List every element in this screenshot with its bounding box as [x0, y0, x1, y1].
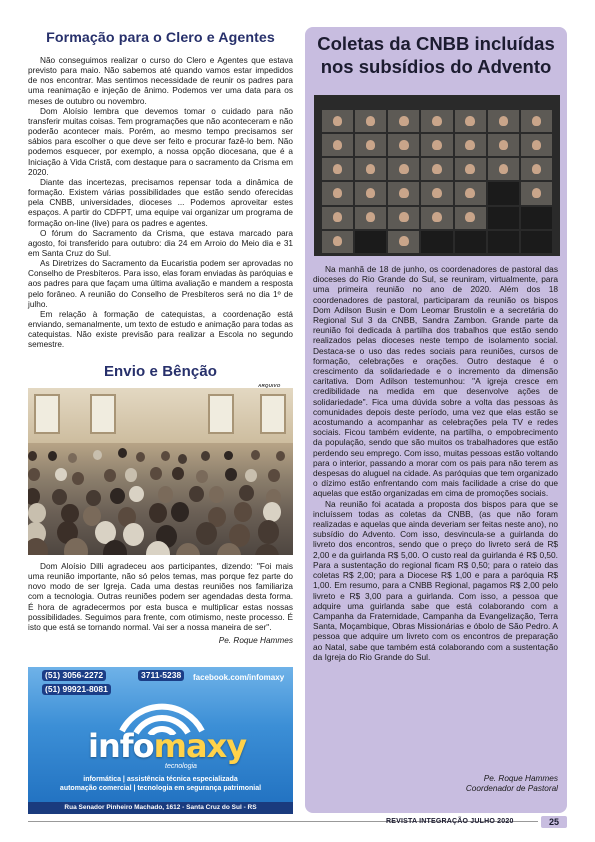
audience-member [68, 453, 77, 463]
audience-member [255, 544, 279, 555]
photo-credit: ARQUIVO [258, 383, 281, 388]
paragraph: Diante das incertezas, precisamos repensar toda a dinâmica de formação. Existem várias possibilidades que estão sendo oferecidas pela CNBB, universidades, dioceses ... Podemos aproveitar estes espaços. A partir do CDFPT, uma equipe vai organizar um programa de formação on-line (live) para os padres e agentes. [28, 177, 293, 228]
infomaxy-advertisement [28, 667, 293, 814]
audience-member [55, 468, 67, 481]
audience-member [161, 451, 170, 461]
ad-phone: (51) 3056-2272 [42, 670, 106, 681]
audience-member [125, 468, 137, 481]
audience-member [93, 450, 102, 460]
ad-address: Rua Senador Pinheiro Machado, 1612 - Santa Cruz do Sul - RS [28, 802, 293, 814]
article-title: Coletas da CNBB incluídas nos subsídios do Advento [317, 33, 555, 77]
audience-member [234, 502, 252, 522]
audience-member [239, 485, 254, 502]
audience-member [263, 502, 281, 522]
signature-name: Pe. Roque Hammes [483, 774, 558, 783]
audience-member [86, 490, 101, 507]
ad-phone: 3711-5238 [138, 670, 184, 681]
paragraph: Na reunião foi acatada a proposta dos bispos para que se incluíssem todas as coletas da CNBB, (as que não foram realizadas e aquelas que ainda deveriam ser feitas neste ano), no subsídio do Advento. Com isso, desvincula-se a guirlanda do livreto dos encontros, sendo que o preço do livreto será de R$ 2,00 e da guirlanda R$ 5,00. O custo real da guirlanda é R$ 0,50. Para a sustentação do regional ficam R$ 0,50; para o rateio das coletas R$ 2,00; para a Diocese R$ 1,00 e para a paróquia R$ 1,00. Em resumo, para a CNBB Regional, pagamos R$ 2,00 pelo livreto e R$ 3,00 para a guirlanda. Com isso, a pessoa que adquire uma guirlanda sabe que está colaborando com a Campanha da Fraternidade, Campanha da Evangelização, Terra Santa, Moçambique, Obras Missionárias e óbolo de São Pedro. A pessoa que adquire um livreto com os encontros de preparação ao Natal, sabe que também está colaborando com a sustentação da Igreja do Rio Grande do Sul. [313, 498, 558, 662]
audience-member [129, 486, 144, 503]
audience-member [268, 469, 280, 482]
audience-member [158, 486, 173, 503]
audience-member [196, 522, 217, 545]
audience-member [176, 543, 200, 555]
article-signature [313, 774, 558, 794]
paragraph: O fórum do Sacramento da Crisma, que estava marcado para agosto, foi transferido para outubro: dia 24 em Arroio do Meio dia e 31 em Santa Cruz do Sul. [28, 228, 293, 258]
audience-member [171, 502, 189, 522]
section-title-formacao: Formação para o Clero e Agentes [46, 30, 275, 46]
audience-member [189, 486, 204, 503]
page-number: 25 [541, 816, 567, 828]
audience-member [258, 520, 279, 543]
audience-member [28, 468, 40, 481]
audience-member [52, 489, 67, 506]
audience-member [201, 451, 210, 461]
audience-member [209, 486, 224, 503]
photo-video-conference [314, 95, 560, 256]
audience-member [225, 468, 237, 481]
article-body [313, 264, 558, 662]
audience-member [28, 451, 37, 461]
footer-magazine: REVISTA INTEGRAÇÃO JULHO 2020 [386, 818, 514, 825]
audience-member [224, 451, 233, 461]
formacao-body [28, 56, 293, 351]
section-title-envio: Envio e Bênção [103, 363, 218, 380]
audience-member [276, 451, 285, 461]
paragraph: Na manhã de 18 de junho, os coordenadores de pastoral das dioceses do Rio Grande do Sul, se reuniram, virtualmente, para uma primeira reunião no ano de 2020. Além dos 18 coordenadores de pastoral, participaram da reunião os bispos Dom Adilson Busin e Dom Leomar Brustolin e a secretária do Regional Sul 3 da CNBB, Sandra Zambon. Grande parte da reunião foi dedicada à partilha dos trabalhos que estão sendo realizados pelas dioceses neste tempo de isolamento social. Destaca-se o uso das redes sociais para reuniões, cursos de formação, celebrações e orações. Outro destaque é o crescimento da solidariedade e o incremento da dimensão caritativa. Dom Adilson testemunhou: "A igreja cresce em credibilidade na medida em que desenvolve ações de solidariedade". Fica uma dúvida sobre a volta das pessoas às comunidades depois deste período, uma vez que elas estão se acostumando a acompanhar as celebrações pela TV e redes sociais. Ficou também evidente, na partilha, o empobrecimento da população, sendo que são muitos os trabalhadores que estão perdendo seu emprego. Com isso, muitas pessoas estão voltando para o interior, passando a morar com os pais para não terem as despesas do aluguel na cidade. As paróquias que tem organizado o dízimo estão enfrentando com mais facilidade a crise do que aquelas que estão organizadas em cima de promoções sociais. [313, 264, 558, 499]
ad-brand-sub: tecnologia [165, 763, 197, 770]
ad-brand: infomaxy [88, 727, 247, 765]
audience-member [72, 472, 84, 485]
audience-member [196, 470, 208, 483]
audience-member [48, 451, 57, 461]
audience-member [123, 523, 144, 546]
ad-services: informática | assistência técnica especializada automação comercial | tecnologia em segurança patrimonial [59, 776, 262, 792]
paragraph: As Diretrizes do Sacramento da Eucaristia podem ser aprovadas no Conselho de Presbíteros. Para isso, elas foram enviadas às paróquias e aos padres para que façam uma última avaliação e mandem a resposta pelo forâneo. A reunião do Conselho de Presbíteros será no dia 1º de julho. [28, 259, 293, 309]
audience-member [28, 503, 46, 523]
signature-role: Coordenador de Pastoral [465, 784, 558, 794]
envio-signature: Pe. Roque Hammes [218, 636, 293, 646]
paragraph: Não conseguimos realizar o curso do Clero e Agentes que estava previsto para maio. Não sabemos até quando vamos estar impedidos de nos encontrar. Mas sentimos necessidade de reunir os padres para uma reanimação e injeção de ânimo. Podemos ver uma data para os meses de outubro ou novembro. [28, 56, 293, 106]
ad-phone: (51) 99921-8081 [42, 684, 111, 695]
audience-member [110, 488, 125, 505]
paragraph: Dom Aloísio Dilli agradeceu aos participantes, dizendo: "Foi mais uma reunião importante, não só pelos temas, mas porque fez parte do novo modo de ser Igreja. Cada uma destas reuniões nos familiariza com a tecnologia. Outras reuniões podem ser agendadas desta forma. É hora de agradecermos por esta busca e multiplicar estas nossas possibilidades. Seguimos para frente, com otimismo, neste processo. É isto que está se tornando normal. Vai ser a nossa maneira de ser". [28, 562, 293, 632]
paragraph: Dom Aloísio lembra que devemos tomar o cuidado para não transferir muitas coisas. Tem programações que não aconteceram e não poderão acontecer mais. Porém, ao mesmo tempo precisamos ser sábios para escolher o que deve ser feito e procurar fazê-lo bem. Não podemos esquecer, por exemplo, a nossa opção diocesana, que é a Iniciação à Vida Cristã, com destaque para o sacramento da Crisma em 2020. [28, 106, 293, 177]
audience-member [178, 454, 187, 464]
ad-facebook: facebook.com/infomaxy [193, 673, 285, 682]
audience-member [64, 538, 88, 555]
paragraph: Em relação à formação de catequistas, a coordenação está enviando, semanalmente, um texto de estudo e animação para todas as catequistas. Não existe previsão para realizar a Escola no segundo semestre. [28, 309, 293, 350]
photo-audience [28, 388, 293, 555]
envio-body [28, 562, 293, 646]
audience-member [172, 467, 184, 480]
audience-member [136, 452, 145, 462]
audience-member [245, 469, 257, 482]
audience-member [104, 469, 116, 482]
audience-member [150, 467, 162, 480]
audience-member [149, 503, 167, 523]
audience-member [103, 540, 127, 555]
audience-member [251, 450, 260, 460]
audience-member [28, 538, 48, 555]
audience-member [118, 448, 127, 458]
